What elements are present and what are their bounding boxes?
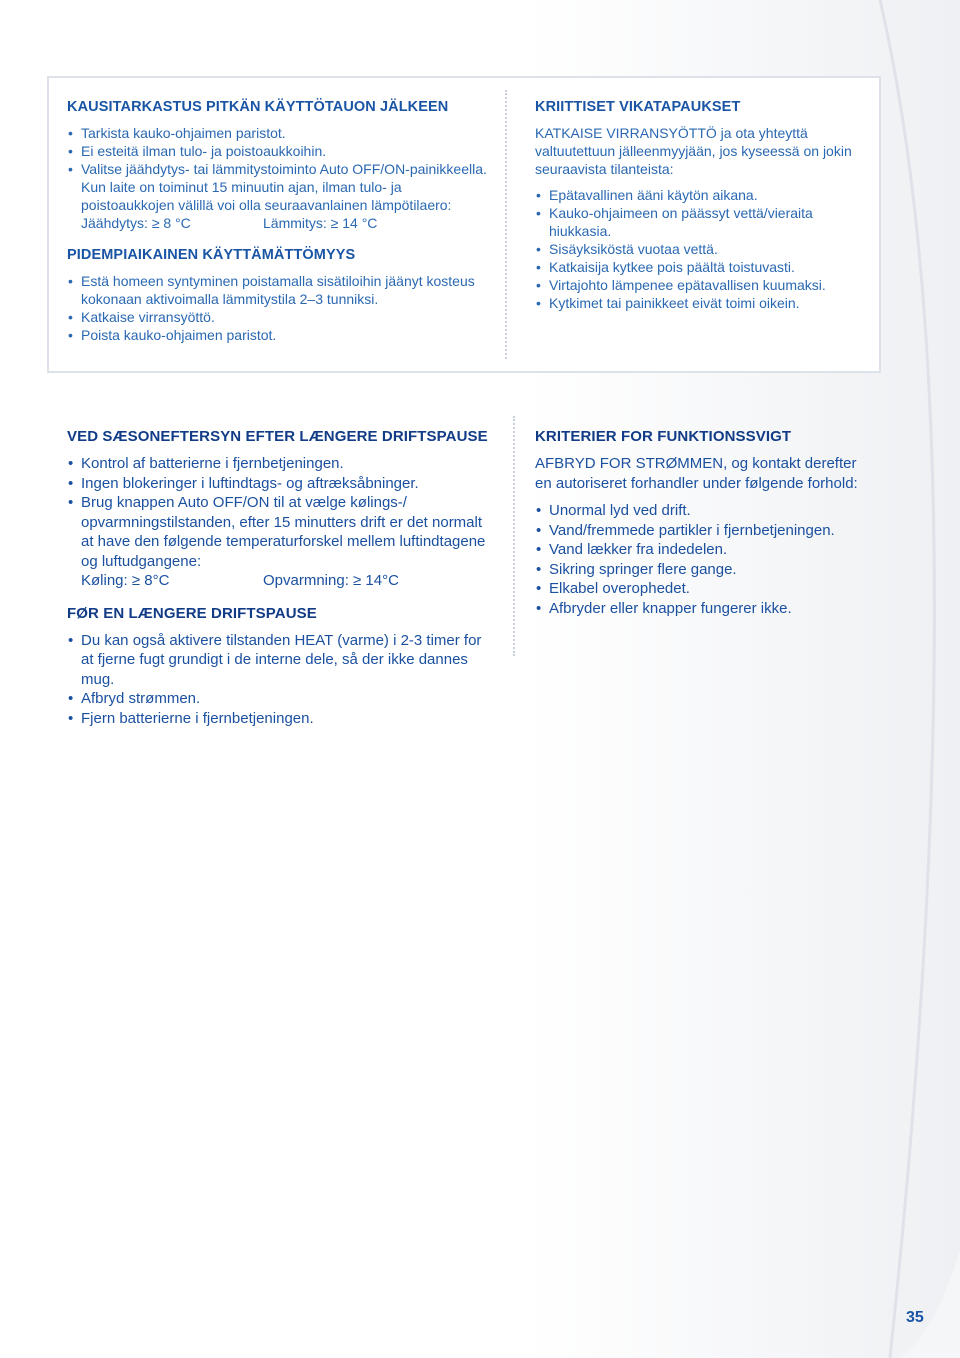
list-item: • Katkaisija kytkee pois päältä toistuvasti. (535, 258, 865, 276)
list-item: • Sisäyksiköstä vuotaa vettä. (535, 240, 865, 258)
fi-long-idle-heading: PIDEMPIAIKAINEN KÄYTTÄMÄTTÖMYYS (67, 247, 356, 263)
list-item: • Ingen blokeringer i luftindtags- og aftræksåbninger. (67, 474, 497, 494)
column-divider (513, 416, 515, 656)
da-cooling-value: Køling: ≥ 8°C (81, 572, 170, 589)
fi-critical-faults-intro: KATKAISE VIRRANSYÖTTÖ ja ota yhteyttä valtuutettuun jälleenmyyjään, jos kyseessä on jokin seuraavista tilanteista: (535, 125, 852, 177)
list-item: • Vand/fremmede partikler i fjernbetjeningen. (535, 521, 865, 541)
fi-seasonal-check-list (67, 124, 497, 214)
list-item: • Katkaise virransyöttö. (67, 308, 497, 326)
da-heating-value: Opvarmning: ≥ 14°C (263, 572, 399, 589)
fi-seasonal-check-heading: KAUSITARKASTUS PITKÄN KÄYTTÖTAUON JÄLKEEN (67, 99, 449, 115)
fi-cooling-value: Jäähdytys: ≥ 8 °C (81, 215, 191, 231)
list-item: • Estä homeen syntyminen poistamalla sisätiloihin jäänyt kosteus kokonaan aktivoimalla lämmitystila 2–3 tunniksi. (67, 272, 497, 308)
page-number: 35 (906, 1309, 924, 1326)
list-item: • Du kan også aktivere tilstanden HEAT (varme) i 2-3 timer for at fjerne fugt grundigt i de interne dele, så der ikke dannes mug. (67, 631, 497, 690)
list-item: • Epätavallinen ääni käytön aikana. (535, 186, 865, 204)
list-item: • Kontrol af batterierne i fjernbetjeningen. (67, 454, 497, 474)
da-fault-criteria-list (535, 501, 865, 618)
finnish-panel (47, 76, 881, 373)
column-divider (505, 90, 507, 359)
da-seasonal-check-heading: VED SÆSONEFTERSYN EFTER LÆNGERE DRIFTSPAUSE (67, 428, 488, 445)
list-item: • Afbryd strømmen. (67, 689, 497, 709)
list-item: • Poista kauko-ohjaimen paristot. (67, 326, 497, 344)
list-item: • Tarkista kauko-ohjaimen paristot. (67, 124, 497, 142)
da-fault-criteria-heading: KRITERIER FOR FUNKTIONSSVIGT (535, 428, 792, 445)
list-item: • Elkabel overophedet. (535, 579, 865, 599)
list-item: • Valitse jäähdytys- tai lämmitystoiminto Auto OFF/ON-painikkeella. Kun laite on toiminut 15 minuutin ajan, ilman tulo- ja poistoaukkojen välillä voi olla seuraavanlainen lämpötilaero: (67, 160, 497, 214)
fi-long-idle-list (67, 272, 497, 344)
fi-critical-faults-heading: KRIITTISET VIKATAPAUKSET (535, 99, 741, 115)
list-item: • Sikring springer flere gange. (535, 560, 865, 580)
list-item: • Fjern batterierne i fjernbetjeningen. (67, 709, 497, 729)
fi-critical-faults-list (535, 186, 865, 312)
fi-temperature-row (67, 214, 497, 232)
list-item: • Vand lækker fra indedelen. (535, 540, 865, 560)
da-right-column (535, 428, 865, 618)
da-seasonal-check-list (67, 454, 497, 571)
list-item: • Unormal lyd ved drift. (535, 501, 865, 521)
list-item: • Afbryder eller knapper fungerer ikke. (535, 599, 865, 619)
fi-left-column (67, 98, 497, 344)
da-long-pause-heading: FØR EN LÆNGERE DRIFTSPAUSE (67, 604, 317, 622)
list-item: • Ei esteitä ilman tulo- ja poistoaukkoihin. (67, 142, 497, 160)
da-temperature-row (67, 571, 497, 591)
da-fault-criteria-intro: AFBRYD FOR STRØMMEN, og kontakt derefter en autoriseret forhandler under følgende forhold: (535, 455, 858, 492)
list-item: • Kauko-ohjaimeen on päässyt vettä/vieraita hiukkasia. (535, 204, 865, 240)
list-item: • Virtajohto lämpenee epätavallisen kuumaksi. (535, 276, 865, 294)
danish-panel (47, 414, 881, 744)
list-item: • Brug knappen Auto OFF/ON til at vælge kølings-/ opvarmningstilstanden, efter 15 minutters drift er det normalt at have den følgende temperaturforskel mellem luftindtagene og luftudgangene: (67, 493, 497, 571)
da-left-column (67, 428, 497, 728)
fi-right-column (535, 98, 865, 312)
list-item: • Kytkimet tai painikkeet eivät toimi oikein. (535, 294, 865, 312)
fi-heating-value: Lämmitys: ≥ 14 °C (263, 215, 378, 231)
da-long-pause-list (67, 631, 497, 729)
